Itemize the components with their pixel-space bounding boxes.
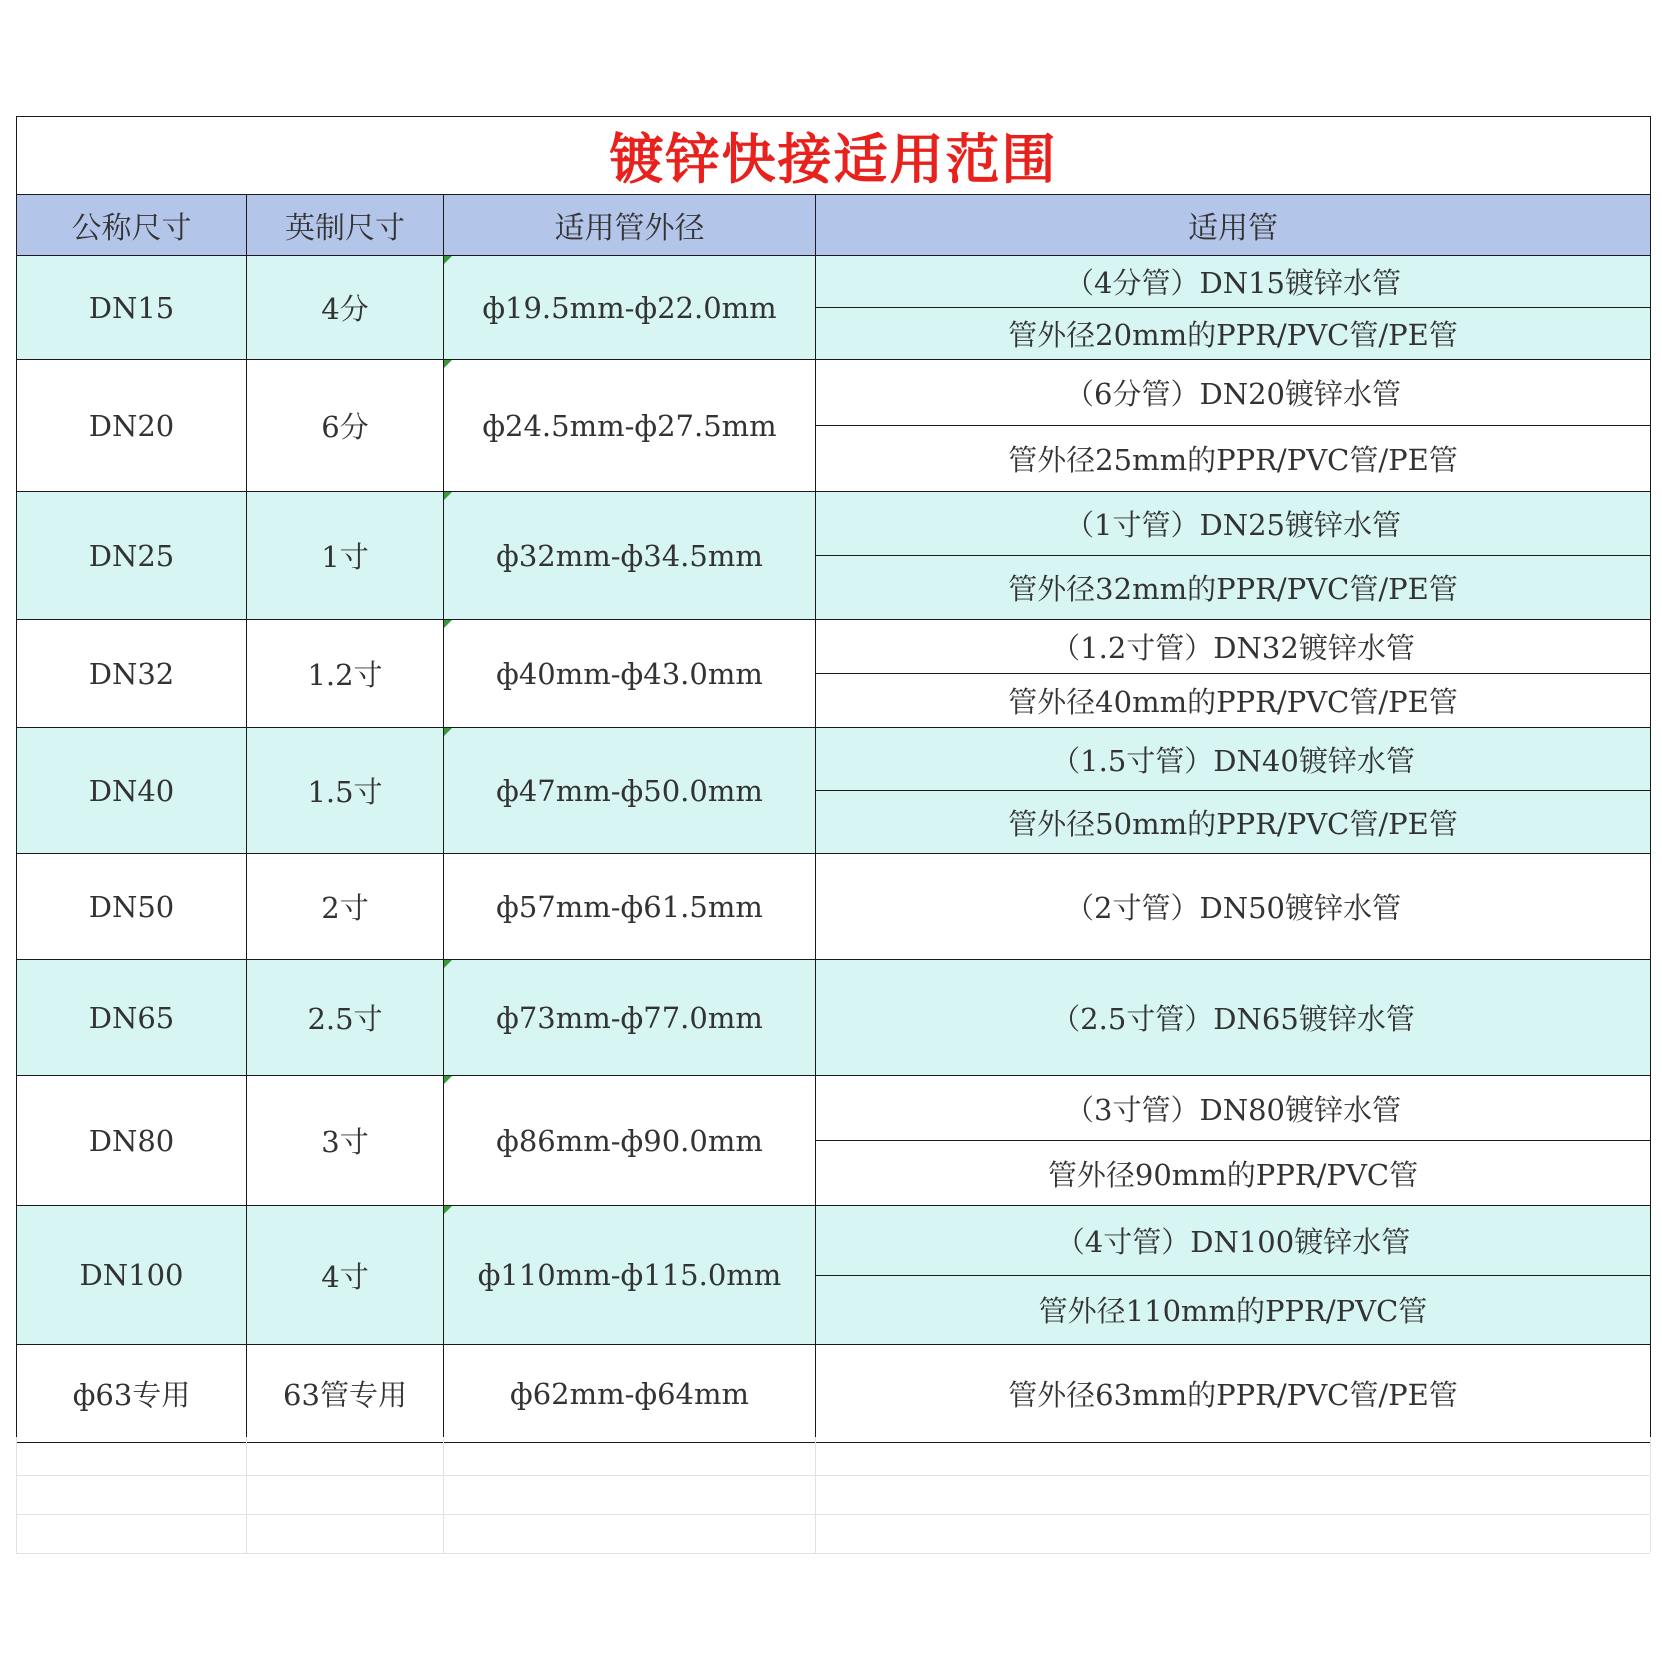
applicable-pipe-item: 管外径25mm的PPR/PVC管/PE管 (816, 425, 1650, 491)
applicable-pipe-list (816, 728, 1650, 853)
applicable-pipe-cell (816, 256, 1651, 360)
outer-diameter-cell-text: ф19.5mm-ф22.0mm (482, 290, 777, 325)
grid-line (815, 1515, 816, 1553)
nominal-size-cell-text: DN40 (88, 773, 175, 808)
applicable-pipe-cell (816, 492, 1651, 620)
empty-grid-row (16, 1437, 1650, 1476)
nominal-size-cell (17, 728, 247, 854)
outer-diameter-cell-text: ф47mm-ф50.0mm (496, 773, 763, 808)
applicable-pipe-cell (816, 1345, 1651, 1443)
imperial-size-cell-text: 3寸 (321, 1125, 369, 1159)
applicable-pipe-item: 管外径40mm的PPR/PVC管/PE管 (816, 673, 1650, 727)
imperial-size-cell (247, 960, 444, 1076)
applicable-pipe-list (816, 960, 1650, 1075)
table-row (17, 1076, 1651, 1206)
grid-line (16, 1476, 17, 1514)
applicable-pipe-item: 管外径63mm的PPR/PVC管/PE管 (1008, 1378, 1458, 1412)
imperial-size-cell (247, 360, 444, 492)
outer-diameter-cell (444, 492, 816, 620)
applicable-pipe-cell (816, 1206, 1651, 1345)
nominal-size-cell (17, 360, 247, 492)
table-row (17, 854, 1651, 960)
nominal-size-cell (17, 854, 247, 960)
applicable-pipe-item: 管外径50mm的PPR/PVC管/PE管 (816, 790, 1650, 853)
applicable-pipe-list (816, 620, 1650, 727)
outer-diameter-cell-text: ф62mm-ф64mm (510, 1376, 749, 1411)
applicable-pipe-item: （3寸管）DN80镀锌水管 (1065, 1092, 1401, 1127)
outer-diameter-cell (444, 1345, 816, 1443)
applicable-pipe-list (816, 1076, 1650, 1205)
header-applicable-pipe: 适用管 (816, 195, 1651, 256)
applicable-pipe-item: （1寸管）DN25镀锌水管 (1065, 508, 1401, 542)
grid-line (16, 1515, 17, 1553)
cell-marker-icon (444, 620, 452, 628)
applicable-pipe-item: （4寸管）DN100镀锌水管 (1055, 1224, 1411, 1259)
empty-grid-row (16, 1476, 1650, 1515)
nominal-size-cell (17, 1206, 247, 1345)
nominal-size-cell (17, 960, 247, 1076)
nominal-size-cell (17, 256, 247, 360)
nominal-size-cell-text: DN65 (88, 1000, 175, 1035)
grid-line (443, 1437, 444, 1475)
grid-line (1650, 1437, 1651, 1475)
nominal-size-cell-text: DN80 (88, 1123, 175, 1158)
grid-line (443, 1476, 444, 1514)
cell-marker-icon (444, 728, 452, 736)
nominal-size-cell (17, 620, 247, 728)
table-row (17, 360, 1651, 492)
table-row (17, 492, 1651, 620)
outer-diameter-cell-text: ф57mm-ф61.5mm (496, 889, 763, 924)
outer-diameter-cell (444, 360, 816, 492)
nominal-size-cell (17, 1345, 247, 1443)
table-row (17, 1206, 1651, 1345)
grid-line (815, 1437, 816, 1475)
cell-marker-icon (444, 492, 452, 500)
imperial-size-cell (247, 728, 444, 854)
applicable-pipe-item: （6分管）DN20镀锌水管 (1065, 377, 1401, 411)
pipe-size-table (16, 116, 1651, 1443)
outer-diameter-cell-text: ф40mm-ф43.0mm (496, 656, 763, 691)
table-row (17, 1345, 1651, 1443)
imperial-size-cell (247, 620, 444, 728)
imperial-size-cell-text: 1.5寸 (307, 775, 383, 809)
imperial-size-cell (247, 1076, 444, 1206)
outer-diameter-cell (444, 960, 816, 1076)
cell-marker-icon (444, 360, 452, 368)
outer-diameter-cell (444, 854, 816, 960)
nominal-size-cell-text: DN20 (88, 408, 175, 443)
applicable-pipe-item: （2寸管）DN50镀锌水管 (1065, 891, 1401, 925)
applicable-pipe-list (816, 256, 1650, 359)
applicable-pipe-list (816, 360, 1650, 491)
grid-line (1650, 1515, 1651, 1553)
applicable-pipe-list (816, 492, 1650, 619)
nominal-size-cell-text: DN32 (88, 656, 175, 691)
nominal-size-cell-text: ф63专用 (72, 1378, 191, 1412)
outer-diameter-cell-text: ф110mm-ф115.0mm (477, 1258, 782, 1292)
outer-diameter-cell-text: ф32mm-ф34.5mm (496, 538, 763, 573)
cell-marker-icon (444, 1076, 452, 1084)
imperial-size-cell (247, 492, 444, 620)
outer-diameter-cell-text: ф86mm-ф90.0mm (496, 1123, 763, 1158)
applicable-pipe-cell (816, 360, 1651, 492)
applicable-pipe-list (816, 1206, 1650, 1344)
applicable-pipe-item: 管外径20mm的PPR/PVC管/PE管 (816, 307, 1650, 359)
applicable-pipe-list (816, 854, 1650, 959)
applicable-pipe-cell (816, 1076, 1651, 1206)
header-row (17, 195, 1651, 256)
imperial-size-cell-text: 2.5寸 (307, 1002, 383, 1036)
nominal-size-cell (17, 492, 247, 620)
applicable-pipe-cell (816, 960, 1651, 1076)
imperial-size-cell (247, 256, 444, 360)
nominal-size-cell-text: DN100 (79, 1258, 184, 1292)
imperial-size-cell-text: 6分 (321, 410, 369, 444)
applicable-pipe-cell (816, 620, 1651, 728)
applicable-pipe-item: （2.5寸管）DN65镀锌水管 (1051, 1002, 1415, 1036)
grid-line (443, 1515, 444, 1553)
nominal-size-cell-text: DN25 (88, 538, 175, 573)
empty-gridlines (16, 1437, 1650, 1554)
empty-grid-row (16, 1515, 1650, 1554)
applicable-pipe-cell (816, 728, 1651, 854)
header-outer-diameter: 适用管外径 (444, 195, 816, 256)
imperial-size-cell-text: 63管专用 (283, 1378, 407, 1412)
grid-line (1650, 1476, 1651, 1514)
imperial-size-cell-text: 2寸 (321, 891, 369, 925)
applicable-pipe-item: 管外径110mm的PPR/PVC管 (816, 1275, 1650, 1345)
imperial-size-cell-text: 1.2寸 (307, 658, 383, 692)
imperial-size-cell (247, 1206, 444, 1345)
grid-line (246, 1515, 247, 1553)
grid-line (815, 1476, 816, 1514)
imperial-size-cell-text: 1寸 (321, 540, 369, 574)
applicable-pipe-item: 管外径90mm的PPR/PVC管 (816, 1140, 1650, 1205)
outer-diameter-cell-text: ф73mm-ф77.0mm (496, 1000, 763, 1035)
outer-diameter-cell (444, 256, 816, 360)
outer-diameter-cell-text: ф24.5mm-ф27.5mm (482, 408, 777, 443)
applicable-pipe-cell (816, 854, 1651, 960)
table-row (17, 728, 1651, 854)
imperial-size-cell (247, 1345, 444, 1443)
outer-diameter-cell (444, 620, 816, 728)
imperial-size-cell-text: 4分 (321, 292, 369, 326)
cell-marker-icon (444, 960, 452, 968)
imperial-size-cell-text: 4寸 (321, 1259, 369, 1294)
outer-diameter-cell (444, 1076, 816, 1206)
applicable-pipe-item: （4分管）DN15镀锌水管 (1065, 266, 1401, 300)
sheet-title: 镀锌快接适用范围 (17, 117, 1651, 195)
applicable-pipe-item: （1.5寸管）DN40镀锌水管 (1051, 743, 1415, 778)
grid-line (16, 1437, 17, 1475)
applicable-pipe-item: 管外径32mm的PPR/PVC管/PE管 (816, 555, 1650, 619)
outer-diameter-cell (444, 728, 816, 854)
outer-diameter-cell (444, 1206, 816, 1345)
nominal-size-cell-text: DN50 (88, 889, 175, 924)
header-imperial-size: 英制尺寸 (247, 195, 444, 256)
nominal-size-cell-text: DN15 (88, 290, 175, 325)
grid-line (246, 1476, 247, 1514)
table-row (17, 620, 1651, 728)
header-nominal-size: 公称尺寸 (17, 195, 247, 256)
cell-marker-icon (444, 1206, 452, 1214)
grid-line (246, 1437, 247, 1475)
table-row (17, 960, 1651, 1076)
applicable-pipe-item: （1.2寸管）DN32镀锌水管 (1051, 631, 1415, 665)
table-row (17, 256, 1651, 360)
applicable-pipe-list (816, 1345, 1650, 1442)
cell-marker-icon (444, 256, 452, 264)
imperial-size-cell (247, 854, 444, 960)
nominal-size-cell (17, 1076, 247, 1206)
